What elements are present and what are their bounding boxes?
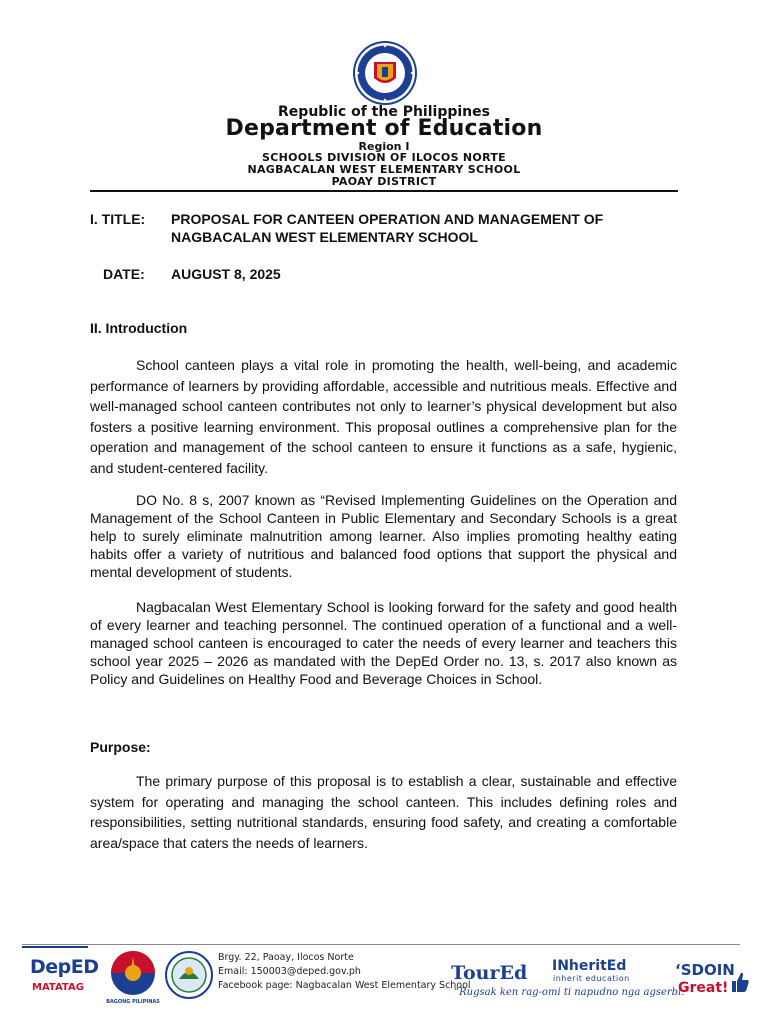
footer-contact-info <box>218 951 471 993</box>
inherited-subtitle: inherit education <box>553 974 630 983</box>
footer-address: Brgy. 22, Paoay, Ilocos Norte <box>218 952 354 963</box>
date-label: DATE: <box>103 266 145 282</box>
footer-divider <box>22 944 740 945</box>
footer-email: Email: 150003@deped.gov.ph <box>218 966 361 977</box>
header-department: Department of Education <box>225 116 543 141</box>
footer-accent-line <box>22 946 88 948</box>
title-text: PROPOSAL FOR CANTEEN OPERATION AND MANAGEMENT OF NAGBACALAN WEST ELEMENTARY SCHOOL <box>171 211 604 245</box>
bagong-pilipinas-logo <box>104 949 162 1007</box>
title-label: I. TITLE: <box>90 211 146 227</box>
school-seal-icon <box>165 951 213 999</box>
footer-slogan: “Rugsak ken rag-omi ti napudno nga agserbi.” <box>454 987 690 998</box>
header-divider <box>90 190 678 192</box>
header-district: PAOAY DISTRICT <box>331 175 437 188</box>
header-division: SCHOOLS DIVISION OF ILOCOS NORTE <box>262 151 506 164</box>
introduction-paragraph: DO No. 8 s, 2007 known as “Revised Implementing Guidelines on the Operation and Management of the School Canteen in Public Elementary and Secondary Schools is a great help to surely eliminate malnutrition among learner. Also implies promoting healthy eating habits offer a variety of nutritious and balanced food options that support the physical and mental development of students. <box>90 492 677 580</box>
deped-logo-text: DepED <box>30 956 99 978</box>
introduction-heading: II. Introduction <box>90 320 188 336</box>
great-logo-text: Great! <box>678 980 729 996</box>
header-region: Region I <box>358 140 410 153</box>
header-school: NAGBACALAN WEST ELEMENTARY SCHOOL <box>247 163 521 176</box>
sdoin-logo-text: ‘SDOIN <box>675 961 735 979</box>
introduction-paragraph: School canteen plays a vital role in promoting the health, well-being, and academic performance of learners by providing affordable, accessible and nutritious meals. Effective and well-managed school canteen contributes not only to learner’s physical development but also fosters a positive learning environment. This proposal outlines a comprehensive plan for the operation and management of the school canteen to ensure it functions as a safe, hygienic, and student-centered facility. <box>90 357 677 476</box>
deped-seal-icon <box>352 40 418 106</box>
header-republic: Republic of the Philippines <box>278 104 490 120</box>
footer-facebook: Facebook page: Nagbacalan West Elementary School <box>218 980 471 991</box>
bagong-pilipinas-logo-icon <box>104 949 162 997</box>
date-value: AUGUST 8, 2025 <box>171 266 281 282</box>
purpose-heading: Purpose: <box>90 739 151 755</box>
purpose-paragraph: The primary purpose of this proposal is to establish a clear, sustainable and effective system for operating and managing the school canteen. This includes defining roles and responsibilities, setting nutritional standards, ensuring food safety, and creating a comfortable area/space that caters the needs of learners. <box>90 773 677 851</box>
deped-logo-subtext: MATATAG <box>32 982 84 993</box>
toured-logo: TourEd <box>451 962 528 984</box>
bagong-pilipinas-caption: BAGONG PILIPINAS <box>106 999 160 1005</box>
introduction-paragraph: Nagbacalan West Elementary School is looking forward for the safety and good health of every learner and teaching personnel. The continued operation of a functional and a well-managed school canteen is encouraged to cater the needs of every learner and teachers this school year 2025 – 2026 as mandated with the DepEd Order no. 13, s. 2017 also known as Policy and Guidelines on Healthy Food and Beverage Choices in School. <box>90 599 677 687</box>
thumbs-up-icon <box>730 970 750 994</box>
deped-logo <box>30 956 99 1002</box>
inherited-logo: INheritEd <box>552 958 627 974</box>
